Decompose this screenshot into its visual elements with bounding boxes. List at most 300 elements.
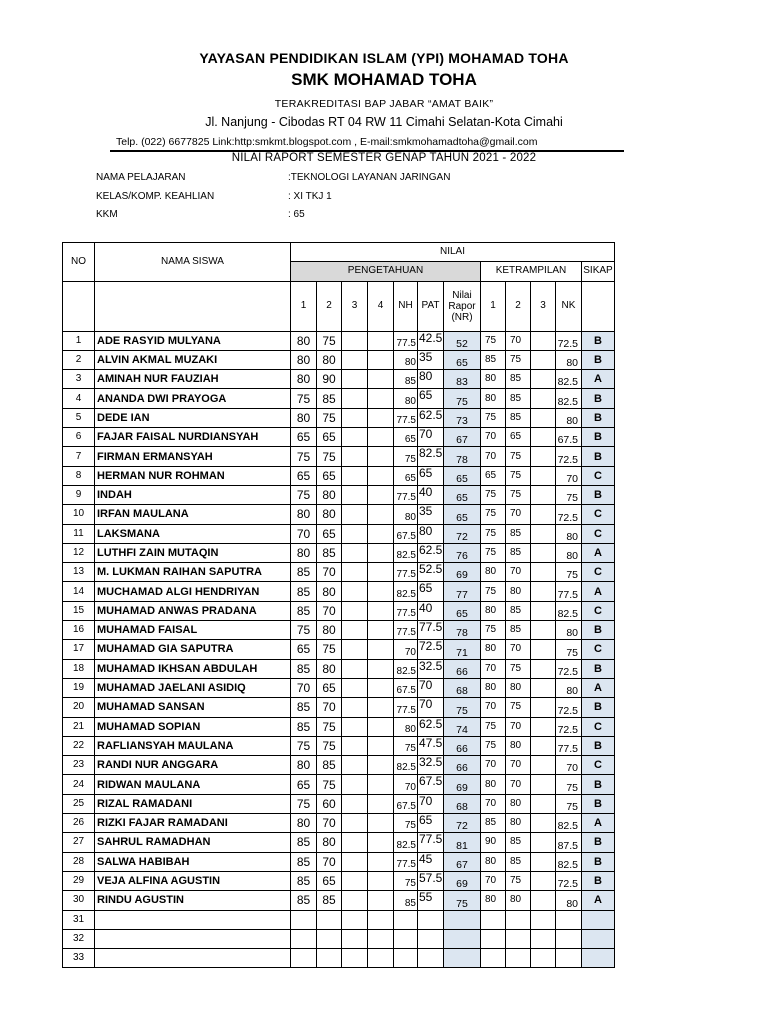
score-p4 — [368, 331, 394, 350]
score-p4 — [368, 949, 394, 968]
score-pat: 70 — [418, 794, 444, 813]
student-name: MUHAMAD GIA SAPUTRA — [95, 640, 291, 659]
score-p1: 80 — [291, 370, 317, 389]
score-nk: 77.5 — [556, 736, 582, 755]
table-row — [63, 871, 615, 890]
score-nr: 76 — [444, 543, 481, 562]
score-p1: 80 — [291, 331, 317, 350]
score-nh: 77.5 — [394, 563, 418, 582]
score-nr — [444, 929, 481, 948]
score-nk: 80 — [556, 350, 582, 369]
score-k3 — [531, 428, 556, 447]
score-k3 — [531, 659, 556, 678]
score-nk: 75 — [556, 775, 582, 794]
score-sikap: C — [582, 601, 615, 620]
score-sikap: B — [582, 794, 615, 813]
table-row — [63, 891, 615, 910]
student-name: AMINAH NUR FAUZIAH — [95, 370, 291, 389]
score-sikap: A — [582, 891, 615, 910]
score-k1: 80 — [481, 852, 506, 871]
score-pat: 80 — [418, 370, 444, 389]
student-name: RANDI NUR ANGGARA — [95, 756, 291, 775]
score-p2: 80 — [317, 485, 342, 504]
table-row — [63, 582, 615, 601]
score-k2: 70 — [506, 775, 531, 794]
table-row — [63, 814, 615, 833]
score-nh: 70 — [394, 640, 418, 659]
score-p2: 65 — [317, 678, 342, 697]
score-nk: 87.5 — [556, 833, 582, 852]
score-nk: 72.5 — [556, 871, 582, 890]
score-nh: 80 — [394, 389, 418, 408]
table-row — [63, 389, 615, 408]
score-k2: 80 — [506, 678, 531, 697]
score-sikap: B — [582, 621, 615, 640]
score-p2: 75 — [317, 640, 342, 659]
score-nh: 77.5 — [394, 331, 418, 350]
row-no: 6 — [63, 428, 95, 447]
row-no: 7 — [63, 447, 95, 466]
score-p1 — [291, 929, 317, 948]
table-row — [63, 485, 615, 504]
score-p4 — [368, 794, 394, 813]
score-k3 — [531, 794, 556, 813]
score-p2 — [317, 910, 342, 929]
grades-table — [62, 242, 615, 968]
score-k1: 70 — [481, 659, 506, 678]
score-p3 — [342, 891, 368, 910]
col-name: NAMA SISWA — [95, 243, 291, 282]
student-name: M. LUKMAN RAIHAN SAPUTRA — [95, 563, 291, 582]
student-name: MUHAMAD JAELANI ASIDIQ — [95, 678, 291, 697]
row-no: 13 — [63, 563, 95, 582]
score-k1: 75 — [481, 524, 506, 543]
col-sikap-sub — [582, 281, 615, 331]
score-k3 — [531, 582, 556, 601]
score-p2 — [317, 929, 342, 948]
student-name: FAJAR FAISAL NURDIANSYAH — [95, 428, 291, 447]
student-name: LUTHFI ZAIN MUTAQIN — [95, 543, 291, 562]
score-p3 — [342, 485, 368, 504]
score-p4 — [368, 582, 394, 601]
score-nh: 75 — [394, 814, 418, 833]
score-k3 — [531, 408, 556, 427]
score-k3 — [531, 331, 556, 350]
score-nr: 78 — [444, 447, 481, 466]
score-k3 — [531, 852, 556, 871]
table-row — [63, 833, 615, 852]
student-name: LAKSMANA — [95, 524, 291, 543]
score-nr: 65 — [444, 601, 481, 620]
score-nr: 75 — [444, 389, 481, 408]
score-sikap: B — [582, 447, 615, 466]
table-row — [63, 929, 615, 948]
score-nr: 81 — [444, 833, 481, 852]
score-nh: 82.5 — [394, 756, 418, 775]
score-p3 — [342, 582, 368, 601]
score-p4 — [368, 833, 394, 852]
score-pat: 77.5 — [418, 621, 444, 640]
score-nk: 75 — [556, 563, 582, 582]
score-p4 — [368, 370, 394, 389]
score-p1: 65 — [291, 466, 317, 485]
score-pat: 82.5 — [418, 447, 444, 466]
score-nh: 75 — [394, 447, 418, 466]
score-p2: 65 — [317, 466, 342, 485]
score-pat: 67.5 — [418, 775, 444, 794]
score-pat — [418, 910, 444, 929]
score-nh: 75 — [394, 736, 418, 755]
score-p3 — [342, 505, 368, 524]
score-k1: 70 — [481, 794, 506, 813]
score-k2 — [506, 929, 531, 948]
score-p4 — [368, 350, 394, 369]
address-text: Jl. Nanjung - Cibodas RT 04 RW 11 Cimahi Selatan-Kota Cimahi — [205, 115, 563, 129]
score-pat: 70 — [418, 428, 444, 447]
score-k2: 85 — [506, 833, 531, 852]
score-k1: 70 — [481, 871, 506, 890]
score-sikap: A — [582, 543, 615, 562]
student-name: ALVIN AKMAL MUZAKI — [95, 350, 291, 369]
student-rows — [63, 331, 615, 968]
score-nk: 80 — [556, 621, 582, 640]
score-pat: 40 — [418, 601, 444, 620]
score-nk: 72.5 — [556, 505, 582, 524]
score-p1: 75 — [291, 447, 317, 466]
score-p3 — [342, 794, 368, 813]
score-nh: 80 — [394, 717, 418, 736]
score-k1 — [481, 910, 506, 929]
table-row — [63, 756, 615, 775]
score-p3 — [342, 621, 368, 640]
score-p1: 85 — [291, 833, 317, 852]
score-k3 — [531, 466, 556, 485]
student-name: ANANDA DWI PRAYOGA — [95, 389, 291, 408]
col-k2: 2 — [506, 281, 531, 331]
score-sikap: A — [582, 678, 615, 697]
table-row — [63, 447, 615, 466]
score-pat: 70 — [418, 698, 444, 717]
score-p4 — [368, 775, 394, 794]
score-nr — [444, 910, 481, 929]
score-nr: 65 — [444, 505, 481, 524]
student-name: FIRMAN ERMANSYAH — [95, 447, 291, 466]
score-nk: 72.5 — [556, 331, 582, 350]
score-p3 — [342, 775, 368, 794]
score-k1: 70 — [481, 698, 506, 717]
score-p4 — [368, 466, 394, 485]
score-p2: 80 — [317, 505, 342, 524]
table-row — [63, 505, 615, 524]
student-name — [95, 929, 291, 948]
score-p2: 85 — [317, 543, 342, 562]
score-nh: 77.5 — [394, 852, 418, 871]
score-k2: 85 — [506, 408, 531, 427]
score-p3 — [342, 466, 368, 485]
score-k1: 90 — [481, 833, 506, 852]
score-nh — [394, 910, 418, 929]
student-name: RIZAL RAMADANI — [95, 794, 291, 813]
table-row — [63, 949, 615, 968]
score-k3 — [531, 524, 556, 543]
score-pat: 42.5 — [418, 331, 444, 350]
score-k1: 65 — [481, 466, 506, 485]
student-name: MUCHAMAD ALGI HENDRIYAN — [95, 582, 291, 601]
score-sikap: A — [582, 370, 615, 389]
score-nk: 82.5 — [556, 389, 582, 408]
score-k1: 75 — [481, 331, 506, 350]
score-p1: 75 — [291, 736, 317, 755]
score-sikap: C — [582, 563, 615, 582]
row-no: 18 — [63, 659, 95, 678]
score-p2: 90 — [317, 370, 342, 389]
row-no: 9 — [63, 485, 95, 504]
score-k3 — [531, 350, 556, 369]
subject-label: NAMA PELAJARAN — [96, 172, 186, 183]
score-k3 — [531, 929, 556, 948]
score-k2 — [506, 910, 531, 929]
col-k3: 3 — [531, 281, 556, 331]
score-nh: 82.5 — [394, 582, 418, 601]
score-nr: 75 — [444, 891, 481, 910]
score-nh: 85 — [394, 370, 418, 389]
row-no: 33 — [63, 949, 95, 968]
score-nk: 82.5 — [556, 601, 582, 620]
score-k2: 75 — [506, 350, 531, 369]
row-no: 17 — [63, 640, 95, 659]
score-p3 — [342, 428, 368, 447]
score-nk: 82.5 — [556, 370, 582, 389]
score-p1: 75 — [291, 389, 317, 408]
score-sikap: B — [582, 389, 615, 408]
score-p1: 80 — [291, 814, 317, 833]
score-p2: 85 — [317, 756, 342, 775]
score-k2: 80 — [506, 582, 531, 601]
score-p4 — [368, 505, 394, 524]
score-k3 — [531, 505, 556, 524]
score-p2: 75 — [317, 717, 342, 736]
score-pat: 52.5 — [418, 563, 444, 582]
score-p3 — [342, 736, 368, 755]
score-pat: 62.5 — [418, 408, 444, 427]
student-name — [95, 949, 291, 968]
score-p3 — [342, 447, 368, 466]
score-p4 — [368, 524, 394, 543]
row-no: 14 — [63, 582, 95, 601]
score-pat: 45 — [418, 852, 444, 871]
score-k2: 75 — [506, 447, 531, 466]
row-no: 2 — [63, 350, 95, 369]
score-nh — [394, 929, 418, 948]
score-nr: 65 — [444, 466, 481, 485]
score-nk: 67.5 — [556, 428, 582, 447]
score-sikap: C — [582, 505, 615, 524]
score-pat: 47.5 — [418, 736, 444, 755]
score-nh: 82.5 — [394, 659, 418, 678]
score-pat: 65 — [418, 389, 444, 408]
student-name: MUHAMAD FAISAL — [95, 621, 291, 640]
score-nh — [394, 949, 418, 968]
table-row — [63, 640, 615, 659]
contact-text: Telp. (022) 6677825 Link:http:smkmt.blogspot.com , E-mail:smkmohamadtoha@gmail.com — [116, 136, 538, 148]
class-value: : XI TKJ 1 — [288, 191, 332, 202]
score-k1: 80 — [481, 775, 506, 794]
row-no: 22 — [63, 736, 95, 755]
score-k2: 70 — [506, 717, 531, 736]
score-p4 — [368, 621, 394, 640]
foundation-name: YAYASAN PENDIDIKAN ISLAM (YPI) MOHAMAD TOHA — [199, 50, 569, 66]
score-nk — [556, 929, 582, 948]
score-pat: 62.5 — [418, 717, 444, 736]
score-k2: 65 — [506, 428, 531, 447]
score-sikap: A — [582, 582, 615, 601]
score-k1: 80 — [481, 370, 506, 389]
score-nh: 67.5 — [394, 678, 418, 697]
score-p3 — [342, 524, 368, 543]
score-k3 — [531, 736, 556, 755]
row-no: 25 — [63, 794, 95, 813]
score-p4 — [368, 871, 394, 890]
score-p1: 70 — [291, 524, 317, 543]
score-p3 — [342, 910, 368, 929]
table-row — [63, 350, 615, 369]
score-nr: 78 — [444, 621, 481, 640]
score-sikap: B — [582, 331, 615, 350]
score-p4 — [368, 563, 394, 582]
table-row — [63, 543, 615, 562]
student-name: MUHAMAD SANSAN — [95, 698, 291, 717]
score-sikap: B — [582, 852, 615, 871]
score-nr: 69 — [444, 563, 481, 582]
score-p3 — [342, 756, 368, 775]
col-nilai: NILAI — [291, 243, 615, 262]
score-nh: 85 — [394, 891, 418, 910]
score-k3 — [531, 910, 556, 929]
score-k1 — [481, 949, 506, 968]
score-sikap — [582, 949, 615, 968]
col-p1: 1 — [291, 281, 317, 331]
score-p2: 70 — [317, 698, 342, 717]
score-p2: 70 — [317, 563, 342, 582]
score-p2: 85 — [317, 891, 342, 910]
score-nh: 70 — [394, 775, 418, 794]
score-k2: 85 — [506, 852, 531, 871]
score-k1 — [481, 929, 506, 948]
score-nr: 69 — [444, 871, 481, 890]
table-row — [63, 736, 615, 755]
score-p1: 75 — [291, 621, 317, 640]
score-k1: 80 — [481, 389, 506, 408]
score-k3 — [531, 563, 556, 582]
score-k2: 85 — [506, 524, 531, 543]
score-nr: 66 — [444, 736, 481, 755]
score-sikap: B — [582, 833, 615, 852]
score-sikap: B — [582, 350, 615, 369]
score-p4 — [368, 910, 394, 929]
score-p3 — [342, 563, 368, 582]
score-k2: 80 — [506, 736, 531, 755]
score-k2: 70 — [506, 756, 531, 775]
score-p3 — [342, 852, 368, 871]
score-k2: 80 — [506, 794, 531, 813]
score-nr: 68 — [444, 794, 481, 813]
table-row — [63, 370, 615, 389]
score-nr: 66 — [444, 659, 481, 678]
school-name: SMK MOHAMAD TOHA — [291, 70, 477, 89]
score-p1 — [291, 910, 317, 929]
student-name: RINDU AGUSTIN — [95, 891, 291, 910]
score-sikap: B — [582, 428, 615, 447]
score-nr: 67 — [444, 852, 481, 871]
score-nr: 52 — [444, 331, 481, 350]
score-k2: 75 — [506, 466, 531, 485]
score-k3 — [531, 601, 556, 620]
table-row — [63, 717, 615, 736]
row-no: 27 — [63, 833, 95, 852]
row-no: 32 — [63, 929, 95, 948]
score-k2: 70 — [506, 640, 531, 659]
row-no: 15 — [63, 601, 95, 620]
score-pat: 77.5 — [418, 833, 444, 852]
score-p4 — [368, 698, 394, 717]
table-row — [63, 794, 615, 813]
score-k3 — [531, 949, 556, 968]
col-p4: 4 — [368, 281, 394, 331]
score-nh: 77.5 — [394, 621, 418, 640]
score-k1: 80 — [481, 678, 506, 697]
score-nk: 75 — [556, 794, 582, 813]
table-row — [63, 775, 615, 794]
score-sikap: C — [582, 640, 615, 659]
score-sikap: C — [582, 717, 615, 736]
score-p3 — [342, 814, 368, 833]
table-row — [63, 563, 615, 582]
col-pengetahuan: PENGETAHUAN — [291, 262, 481, 281]
score-p4 — [368, 814, 394, 833]
score-p2: 80 — [317, 621, 342, 640]
score-nr: 65 — [444, 485, 481, 504]
score-pat: 65 — [418, 582, 444, 601]
table-row — [63, 852, 615, 871]
score-k3 — [531, 678, 556, 697]
score-k1: 75 — [481, 485, 506, 504]
score-k1: 75 — [481, 543, 506, 562]
table-row — [63, 408, 615, 427]
score-k1: 70 — [481, 447, 506, 466]
score-k1: 75 — [481, 621, 506, 640]
col-ketrampilan: KETRAMPILAN — [481, 262, 582, 281]
score-p3 — [342, 370, 368, 389]
score-k2: 75 — [506, 659, 531, 678]
score-pat: 65 — [418, 814, 444, 833]
score-nk: 72.5 — [556, 717, 582, 736]
row-no: 21 — [63, 717, 95, 736]
score-p1: 85 — [291, 582, 317, 601]
score-pat: 40 — [418, 485, 444, 504]
table-row — [63, 466, 615, 485]
score-p2: 80 — [317, 659, 342, 678]
score-p2: 75 — [317, 331, 342, 350]
score-p3 — [342, 331, 368, 350]
score-p1: 85 — [291, 871, 317, 890]
row-no: 20 — [63, 698, 95, 717]
score-k3 — [531, 447, 556, 466]
score-nr: 74 — [444, 717, 481, 736]
student-name: RIDWAN MAULANA — [95, 775, 291, 794]
score-p4 — [368, 389, 394, 408]
score-sikap: B — [582, 736, 615, 755]
score-nk: 80 — [556, 524, 582, 543]
